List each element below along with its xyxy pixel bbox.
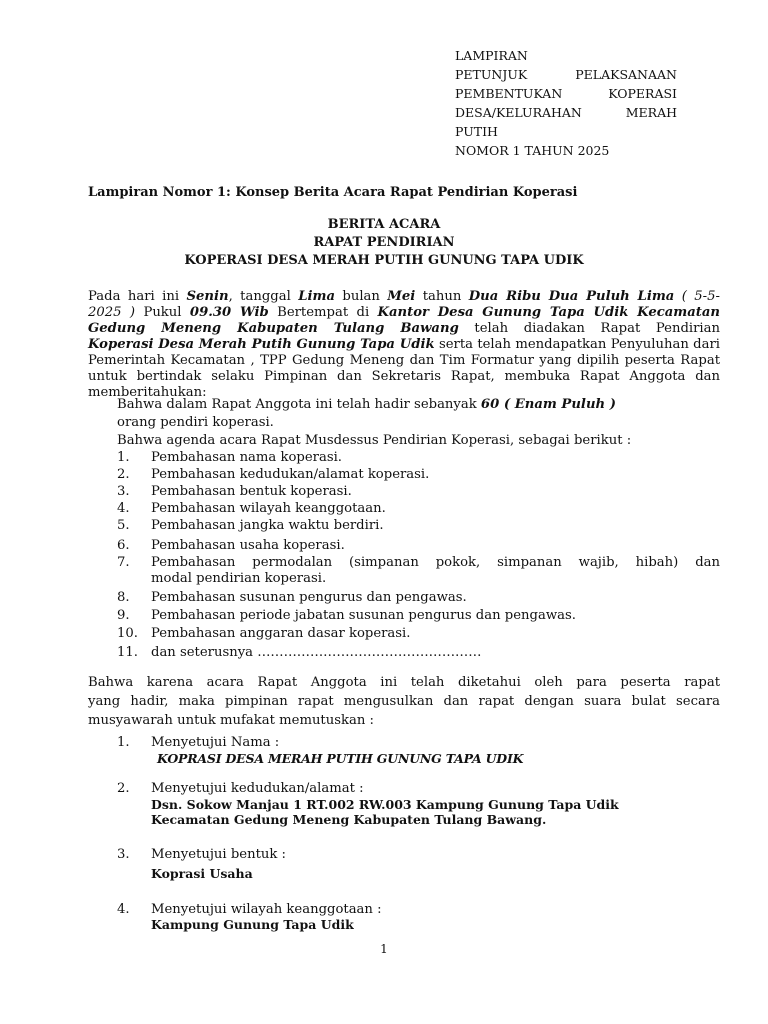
intro-date-numeric: ( 5-5- bbox=[674, 289, 720, 304]
item-text: Pembahasan usaha koperasi. bbox=[151, 538, 345, 553]
item-number: 7. bbox=[117, 555, 130, 570]
intro-text: serta telah mendapatkan Penyuluhan dari bbox=[434, 337, 720, 352]
intro-text: bulan bbox=[334, 289, 388, 304]
page-number: 1 bbox=[380, 942, 388, 956]
list-item bbox=[117, 590, 467, 605]
decision-intro-paragraph bbox=[88, 673, 720, 730]
list-item bbox=[117, 501, 386, 516]
list-item bbox=[117, 450, 342, 465]
intro-time: 09.30 Wib bbox=[189, 305, 269, 320]
list-item bbox=[117, 555, 720, 586]
item-text: Pembahasan periode jabatan susunan pengurus dan pengawas. bbox=[151, 608, 576, 623]
decision-label: Menyetujui bentuk : bbox=[151, 847, 286, 862]
intro-month: Mei bbox=[387, 289, 416, 304]
item-number: 11. bbox=[117, 645, 138, 660]
attendance-count: 60 ( Enam Puluh ) bbox=[480, 397, 616, 412]
intro-text: Pukul bbox=[135, 305, 190, 320]
item-text: Pembahasan kedudukan/alamat koperasi. bbox=[151, 467, 430, 482]
item-text: modal pendirian koperasi. bbox=[151, 571, 327, 586]
decision-number: 3. bbox=[117, 847, 130, 862]
intro-location: Gedung Meneng Kabupaten Tulang Bawang bbox=[88, 321, 459, 336]
section-heading: Lampiran Nomor 1: Konsep Berita Acara Rapat Pendirian Koperasi bbox=[88, 185, 578, 200]
lampiran-line: DESA/KELURAHAN MERAH bbox=[455, 105, 677, 120]
item-number: 8. bbox=[117, 590, 130, 605]
intro-text: Bertempat di bbox=[268, 305, 378, 320]
list-item bbox=[117, 538, 345, 553]
item-number: 10. bbox=[117, 626, 138, 641]
intro-text: tahun bbox=[415, 289, 469, 304]
decision-label: Menyetujui wilayah keanggotaan : bbox=[151, 902, 382, 917]
intro-day: Senin bbox=[186, 289, 229, 304]
decision-value-form: Koprasi Usaha bbox=[151, 866, 253, 881]
item-number: 9. bbox=[117, 608, 130, 623]
decision-number: 1. bbox=[117, 735, 130, 750]
attendance-text: orang pendiri koperasi. bbox=[117, 414, 274, 430]
lampiran-line: NOMOR 1 TAHUN 2025 bbox=[455, 143, 610, 158]
decision-number: 2. bbox=[117, 781, 130, 796]
decision-intro-text: yang hadir, maka pimpinan rapat mengusulkan dan rapat dengan suara bulat secara bbox=[88, 694, 720, 709]
list-item bbox=[117, 518, 384, 533]
agenda-intro: Bahwa agenda acara Rapat Musdessus Pendirian Koperasi, sebagai berikut : bbox=[117, 433, 632, 448]
item-text: Pembahasan susunan pengurus dan pengawas. bbox=[151, 590, 467, 605]
decision-value-address: Dsn. Sokow Manjau 1 RT.002 RW.003 Kampung Gunung Tapa Udik bbox=[151, 797, 619, 812]
attendance-text: Bahwa dalam Rapat Anggota ini telah hadir sebanyak bbox=[117, 397, 481, 412]
item-number: 6. bbox=[117, 538, 130, 553]
intro-text: Pada hari ini bbox=[88, 289, 187, 304]
decision-label: Menyetujui kedudukan/alamat : bbox=[151, 781, 364, 796]
item-text: Pembahasan wilayah keanggotaan. bbox=[151, 501, 386, 516]
decision-value-name: KOPRASI DESA MERAH PUTIH GUNUNG TAPA UDIK bbox=[157, 751, 524, 766]
item-number: 2. bbox=[117, 467, 130, 482]
item-number: 1. bbox=[117, 450, 130, 465]
intro-text: Pemerintah Kecamatan , TPP Gedung Meneng dan Tim Formatur yang dipilih peserta Rapat bbox=[88, 353, 720, 368]
cooperative-name-title: KOPERASI DESA MERAH PUTIH GUNUNG TAPA UDIK bbox=[184, 253, 584, 268]
decision-value-address: Kecamatan Gedung Meneng Kabupaten Tulang Bawang. bbox=[151, 812, 547, 827]
intro-date-numeric: 2025 ) bbox=[88, 305, 136, 320]
item-number: 4. bbox=[117, 501, 130, 516]
intro-year: Dua Ribu Dua Puluh Lima bbox=[468, 289, 675, 304]
item-text: Pembahasan permodalan (simpanan pokok, simpanan wajib, hibah) dan bbox=[151, 555, 720, 570]
lampiran-block bbox=[455, 46, 677, 160]
decision-number: 4. bbox=[117, 902, 130, 917]
item-text: Pembahasan nama koperasi. bbox=[151, 450, 342, 465]
intro-text: telah diadakan Rapat Pendirian bbox=[458, 321, 721, 336]
item-number: 3. bbox=[117, 484, 130, 499]
intro-text: untuk bertindak selaku Pimpinan dan Sekretaris Rapat, membuka Rapat Anggota dan bbox=[88, 369, 720, 384]
list-item bbox=[117, 608, 576, 623]
item-number: 5. bbox=[117, 518, 130, 533]
list-item bbox=[117, 645, 481, 660]
intro-text: , tanggal bbox=[228, 289, 299, 304]
attendance-statement bbox=[117, 396, 616, 431]
document-title: BERITA ACARA bbox=[327, 217, 441, 232]
lampiran-line: PEMBENTUKAN KOPERASI bbox=[455, 86, 677, 101]
intro-date: Lima bbox=[298, 289, 335, 304]
intro-text: memberitahukan: bbox=[88, 385, 207, 400]
intro-location: Kantor Desa Gunung Tapa Udik Kecamatan bbox=[377, 305, 721, 320]
item-text: Pembahasan jangka waktu berdiri. bbox=[151, 518, 384, 533]
intro-cooperative-name: Koperasi Desa Merah Putih Gunung Tapa Udik bbox=[88, 337, 435, 352]
item-text: Pembahasan anggaran dasar koperasi. bbox=[151, 626, 411, 641]
document-subtitle: RAPAT PENDIRIAN bbox=[313, 235, 455, 250]
item-text: Pembahasan bentuk koperasi. bbox=[151, 484, 352, 499]
item-text: dan seterusnya …………………………………………… bbox=[151, 645, 482, 660]
list-item bbox=[117, 467, 429, 482]
decision-intro-text: Bahwa karena acara Rapat Anggota ini telah diketahui oleh para peserta rapat bbox=[88, 675, 720, 690]
decision-intro-text: musyawarah untuk mufakat memutuskan : bbox=[88, 713, 374, 728]
decision-label: Menyetujui Nama : bbox=[151, 735, 280, 750]
decision-value-region: Kampung Gunung Tapa Udik bbox=[151, 917, 354, 932]
lampiran-line: PETUNJUK PELAKSANAAN bbox=[455, 67, 677, 82]
lampiran-line: LAMPIRAN bbox=[455, 48, 528, 63]
list-item bbox=[117, 484, 352, 499]
intro-paragraph bbox=[88, 289, 720, 401]
list-item bbox=[117, 626, 410, 641]
lampiran-line: PUTIH bbox=[455, 124, 498, 139]
